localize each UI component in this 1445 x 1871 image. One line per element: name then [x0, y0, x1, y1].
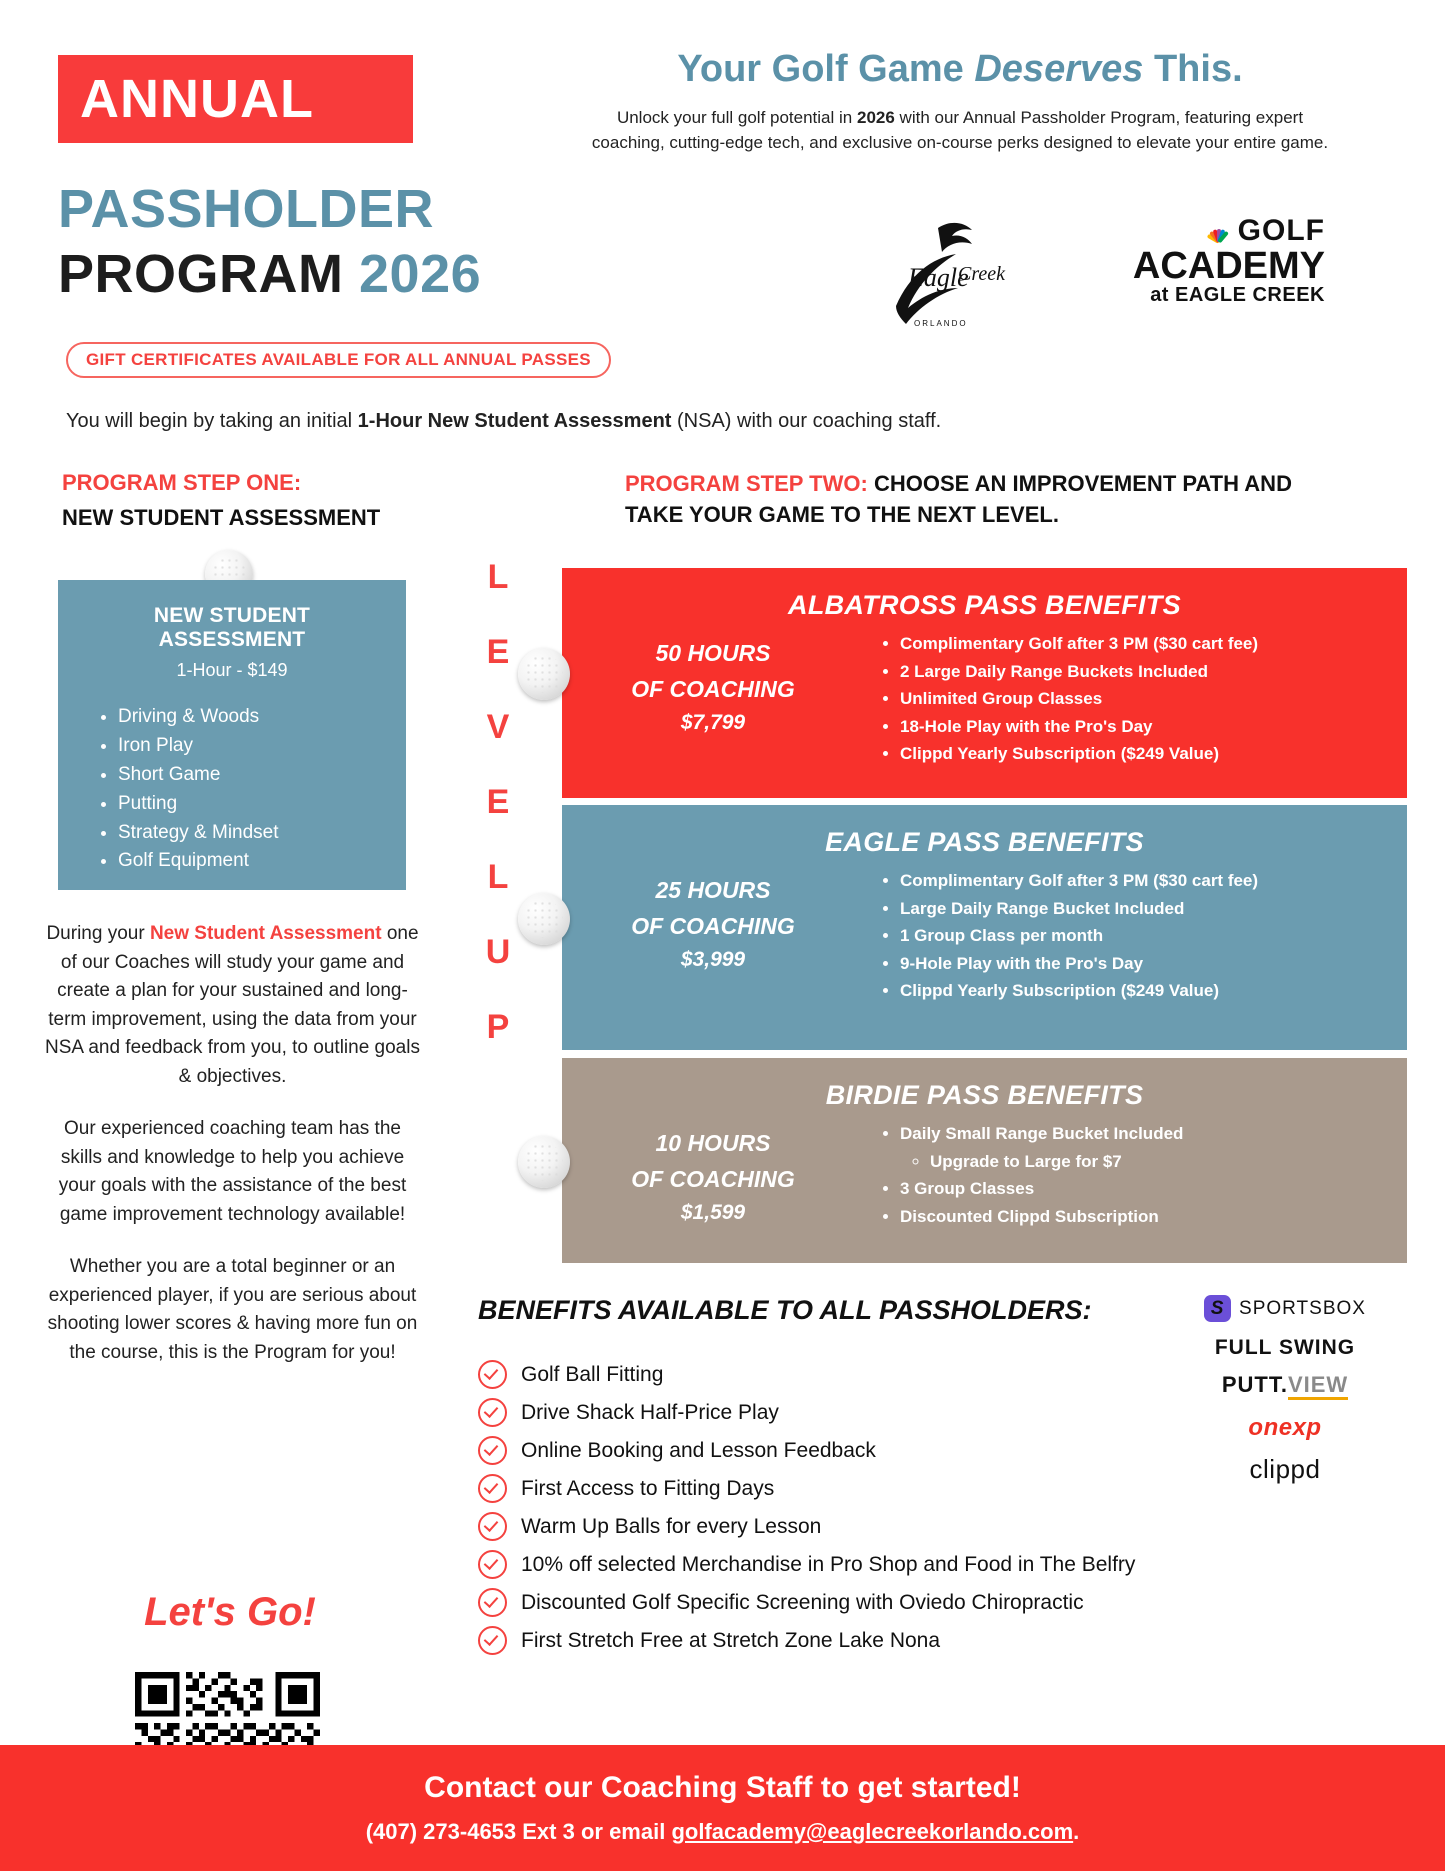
check-icon	[478, 1626, 507, 1655]
list-item: • 9-Hole Play with the Pro's Day	[900, 950, 1420, 978]
title-program-year	[58, 243, 481, 305]
paragraph-1-part-1: During your	[46, 923, 150, 944]
list-item: • Large Daily Range Bucket Included	[900, 895, 1420, 923]
list-item: • Putting	[118, 790, 386, 819]
list-item	[478, 1512, 1378, 1541]
tier-card-birdie	[562, 1058, 1407, 1263]
footer-email-link[interactable]: golfacademy@eaglecreekorlando.com	[671, 1819, 1074, 1844]
list-item: • 18-Hole Play with the Pro's Day	[900, 713, 1420, 741]
level-up-letter: V	[486, 708, 510, 746]
onexp-logo: onexp	[1248, 1414, 1322, 1441]
svg-text:Eagle: Eagle	[908, 263, 969, 292]
nsa-card-title: NEW STUDENT ASSESSMENT	[153, 604, 311, 651]
tier-coaching-label: OF COACHING	[631, 1165, 795, 1192]
list-item: • 3 Group Classes	[900, 1175, 1420, 1203]
benefit-label: Warm Up Balls for every Lesson	[521, 1514, 822, 1538]
golf-ball-icon-birdie	[518, 1136, 570, 1188]
description-paragraph-1	[45, 920, 420, 1091]
assessment-intro-emphasis: 1-Hour New Student Assessment	[357, 410, 672, 432]
paragraph-1-emphasis: New Student Assessment	[149, 923, 382, 944]
level-up-letter: E	[486, 783, 510, 821]
tier-hours: 50 HOURS	[655, 640, 771, 666]
list-item: • Golf Equipment	[118, 847, 386, 876]
lets-go-cta: Let's Go!	[144, 1590, 316, 1634]
golf-academy-logo	[1105, 214, 1325, 307]
footer-headline: Contact our Coaching Staff to get started!	[424, 1771, 1021, 1804]
step-two-text: CHOOSE AN IMPROVEMENT PATH AND TAKE YOUR GAME TO THE NEXT LEVEL.	[625, 471, 1292, 528]
puttview-logo	[1175, 1372, 1395, 1398]
list-item	[478, 1626, 1378, 1655]
tier-sub-benefits-birdie	[900, 1148, 1420, 1176]
headline-part-2: This.	[1143, 48, 1243, 90]
tier-benefits-albatross	[862, 630, 1420, 768]
subheadline	[580, 106, 1340, 155]
golf-ball-icon-albatross	[518, 648, 570, 700]
tier-coaching-label: OF COACHING	[631, 912, 795, 939]
benefit-label: First Stretch Free at Stretch Zone Lake Nona	[521, 1628, 941, 1652]
annual-badge	[58, 55, 413, 143]
list-item: • Discounted Clippd Subscription	[900, 1203, 1420, 1231]
check-icon	[478, 1512, 507, 1541]
assessment-intro-part-2: (NSA) with our coaching staff.	[671, 410, 942, 432]
list-item: • Iron Play	[118, 732, 386, 761]
list-item: ◦ Upgrade to Large for $7	[930, 1148, 1420, 1176]
footer-contact-bar	[0, 1745, 1445, 1871]
title-year: 2026	[359, 244, 482, 304]
academy-logo-name: ACADEMY	[1132, 245, 1325, 287]
tier-coaching-label: OF COACHING	[631, 675, 795, 702]
peacock-icon	[1206, 218, 1232, 244]
fullswing-logo: FULL SWING	[1214, 1336, 1356, 1359]
tier-pricing-eagle	[588, 873, 838, 977]
left-description-copy	[45, 920, 420, 1391]
level-up-letter: E	[486, 633, 510, 671]
list-item	[478, 1588, 1378, 1617]
description-paragraph-2: Our experienced coaching team has the skills and knowledge to help you achieve your goals with the assistance of the best game improvement technology available!	[58, 1118, 407, 1225]
tier-title-eagle: EAGLE PASS BENEFITS	[825, 827, 1144, 857]
gift-certificates-badge	[66, 342, 611, 378]
list-item: • Driving & Woods	[118, 703, 386, 732]
benefit-label: Golf Ball Fitting	[521, 1362, 664, 1386]
check-icon	[478, 1550, 507, 1579]
level-up-letter: P	[486, 1008, 510, 1046]
headline-emphasis: Deserves	[974, 48, 1144, 90]
subheadline-year: 2026	[856, 108, 895, 127]
level-up-letter: U	[485, 933, 511, 971]
description-paragraph-3: Whether you are a total beginner or an experienced player, if you are serious about shooting lower scores & having more fun on the course, this is the Program for you!	[47, 1256, 418, 1363]
list-item: • Clippd Yearly Subscription ($249 Value)	[900, 740, 1420, 768]
new-student-assessment-card	[58, 580, 406, 890]
tier-benefits-eagle	[862, 867, 1420, 1005]
sportsbox-icon: S	[1204, 1295, 1231, 1322]
eagle-creek-logo	[860, 214, 1020, 334]
check-icon	[478, 1474, 507, 1503]
list-item: • Daily Small Range Bucket Included	[900, 1120, 1420, 1148]
title-program-word: PROGRAM	[58, 244, 359, 304]
list-item: • Unlimited Group Classes	[900, 685, 1420, 713]
list-item: • 1 Group Class per month	[900, 922, 1420, 950]
tier-price: $3,999	[680, 948, 746, 972]
sportsbox-logo	[1175, 1295, 1395, 1322]
tier-hours: 25 HOURS	[655, 877, 771, 903]
check-icon	[478, 1436, 507, 1465]
tier-hours: 10 HOURS	[655, 1130, 771, 1156]
check-icon	[478, 1588, 507, 1617]
benefit-label: Online Booking and Lesson Feedback	[521, 1438, 876, 1462]
tier-pricing-albatross	[588, 636, 838, 740]
golf-ball-icon-eagle	[518, 893, 570, 945]
puttview-label-part-2: VIEW	[1288, 1372, 1348, 1400]
list-item: • Complimentary Golf after 3 PM ($30 cart fee)	[900, 630, 1420, 658]
list-item: • Strategy & Mindset	[118, 819, 386, 848]
sportsbox-label: SPORTSBOX	[1239, 1297, 1366, 1319]
nsa-card-list	[78, 703, 386, 876]
tier-price: $1,599	[680, 1201, 746, 1225]
clippd-logo: clippd	[1249, 1454, 1321, 1484]
gift-certificates-label: GIFT CERTIFICATES AVAILABLE FOR ALL ANNUAL PASSES	[86, 350, 591, 369]
assessment-intro-line	[66, 410, 941, 433]
nsa-card-price: 1-Hour - $149	[176, 660, 288, 680]
check-icon	[478, 1360, 507, 1389]
footer-period: .	[1073, 1819, 1080, 1844]
assessment-intro-part-1: You will begin by taking an initial	[66, 410, 358, 432]
tier-card-albatross	[562, 568, 1407, 798]
benefit-label: Drive Shack Half-Price Play	[521, 1400, 779, 1424]
eagle-creek-logo-art	[860, 214, 1020, 334]
list-item: • Clippd Yearly Subscription ($249 Value)	[900, 977, 1420, 1005]
academy-logo-location: at EAGLE CREEK	[1150, 284, 1325, 307]
tier-title-birdie: BIRDIE PASS BENEFITS	[825, 1080, 1144, 1110]
list-item	[478, 1550, 1378, 1579]
subheadline-part-2: with our Annual Passholder Program, featuring expert coaching, cutting-edge tech, and exclusive on-course perks designed to elevate your entire game.	[591, 108, 1329, 152]
tier-benefits-birdie	[862, 1120, 1420, 1230]
footer-contact-line	[0, 1805, 1445, 1845]
svg-text:Creek: Creek	[958, 263, 1006, 285]
annual-badge-label: ANNUAL	[80, 69, 314, 129]
list-item: • 2 Large Daily Range Buckets Included	[900, 658, 1420, 686]
title-passholder: PASSHOLDER	[58, 179, 435, 239]
step-two-label: PROGRAM STEP TWO:	[625, 471, 868, 496]
all-passholders-benefits-title: BENEFITS AVAILABLE TO ALL PASSHOLDERS:	[478, 1295, 1092, 1325]
list-item: • Complimentary Golf after 3 PM ($30 cart fee)	[900, 867, 1420, 895]
step-one-title: PROGRAM STEP ONE:	[62, 470, 302, 495]
tier-pricing-birdie	[588, 1126, 838, 1230]
step-two-title	[625, 468, 1345, 530]
partner-logos	[1175, 1295, 1395, 1485]
tier-title-albatross: ALBATROSS PASS BENEFITS	[788, 590, 1181, 620]
check-icon	[478, 1398, 507, 1427]
level-up-letter: L	[487, 558, 509, 596]
academy-logo-golf: GOLF	[1237, 214, 1325, 247]
level-up-vertical-text	[478, 560, 518, 1085]
footer-phone-text: (407) 273-4653 Ext 3 or email	[365, 1819, 672, 1844]
subheadline-part-1: Unlock your full golf potential in	[616, 108, 857, 127]
paragraph-1-part-2: one of our Coaches will study your game and create a plan for your sustained and long-term improvement, using the data from your NSA and feedback from you, to outline goals & objectives.	[45, 923, 420, 1087]
headline-part-1: Your Golf Game	[677, 48, 975, 90]
level-up-letter: L	[487, 858, 509, 896]
tier-card-eagle	[562, 805, 1407, 1050]
puttview-label-part-1: PUTT.	[1221, 1372, 1288, 1397]
benefit-label: Discounted Golf Specific Screening with Oviedo Chiropractic	[521, 1590, 1084, 1614]
benefit-label: 10% off selected Merchandise in Pro Shop and Food in The Belfry	[521, 1552, 1136, 1576]
step-one-subtitle: NEW STUDENT ASSESSMENT	[62, 505, 381, 530]
list-item: • Short Game	[118, 761, 386, 790]
headline	[520, 48, 1400, 91]
golf-academy-logo-top	[1105, 214, 1325, 248]
svg-text:ORLANDO: ORLANDO	[914, 319, 968, 328]
benefit-label: First Access to Fitting Days	[521, 1476, 775, 1500]
tier-price: $7,799	[680, 711, 746, 735]
